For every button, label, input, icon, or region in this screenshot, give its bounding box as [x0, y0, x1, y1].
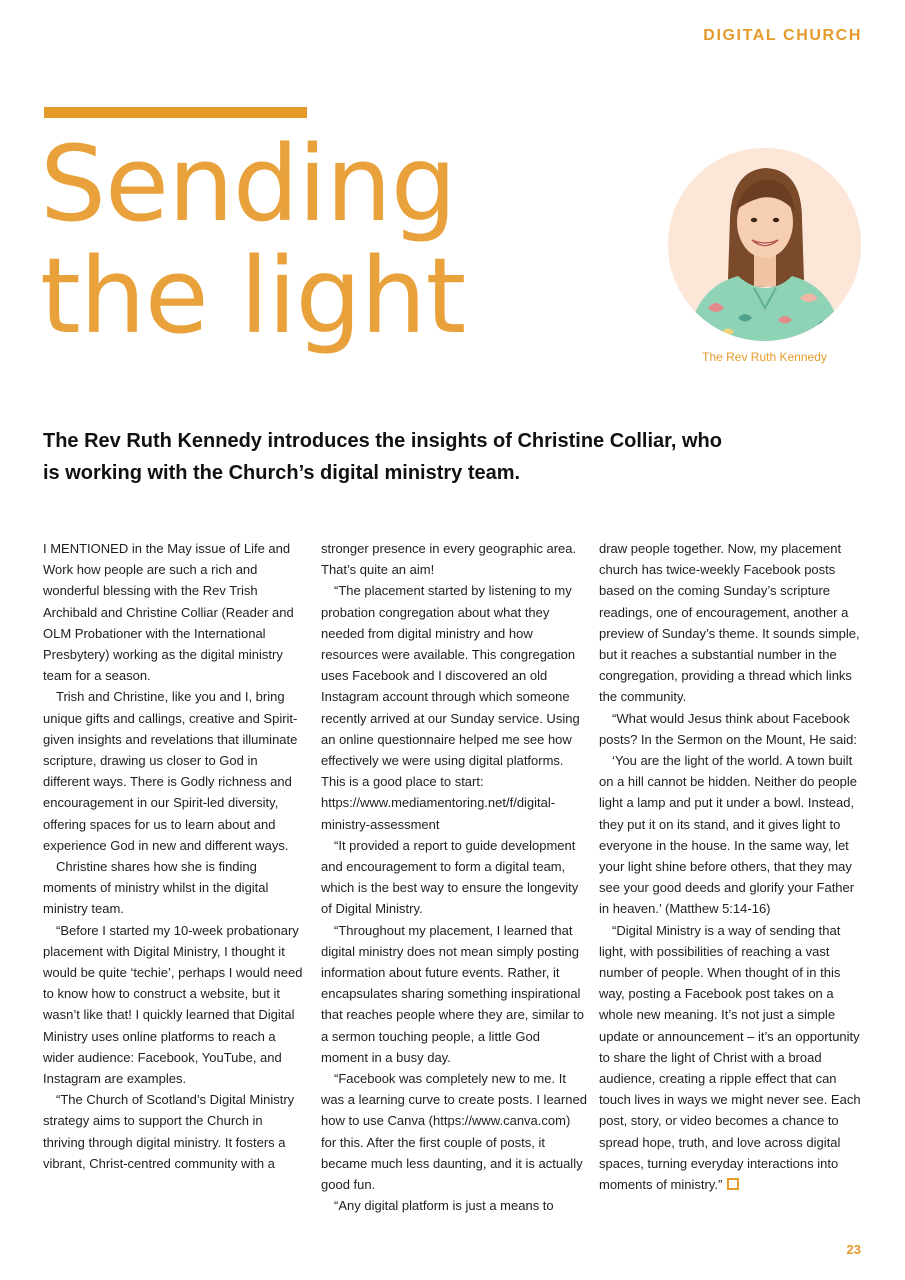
paragraph: “Facebook was completely new to me. It was a learning curve to create posts. I learned how to use Canva (https://www.canva.com) for this. After the first couple of posts, it became much less daunting, and it is actually good fun.: [321, 1071, 587, 1193]
end-of-article-icon: [727, 1178, 739, 1190]
last-paragraph: [599, 920, 863, 1196]
paragraph: “Throughout my placement, I learned that digital ministry does not mean simply posting information about future events. Rather, it encapsulates sharing something inspirational that reaches people where they are, similar to a sermon touching people, a little God moment in a busy day.: [321, 922, 585, 1065]
paragraph-text: “Digital Ministry is a way of sending that light, with possibilities of reaching a vast number of people. When thought of in this way, posting a Facebook post takes on a whole new meaning. It’s not just a simple update or announcement – it’s an opportunity to share the light of Christ with a broad audience, creating a ripple effect that can touch lives in ways we might never see. Each post, story, or video becomes a chance to spread hope, truth, and love across digital spaces, turning everyday interactions into moments of ministry.”: [599, 922, 861, 1193]
paragraph: “The Church of Scotland’s Digital Ministry strategy aims to support the Church in thriving through digital ministry. It fosters a vibrant, Christ-centred community with a: [43, 1092, 295, 1171]
author-portrait: [668, 148, 861, 341]
paragraph: “It provided a report to guide development and encouragement to form a digital team, which is the best way to ensure the longevity of Digital Ministry.: [321, 837, 579, 917]
paragraph: Christine shares how she is finding moments of ministry whilst in the digital ministry team.: [43, 859, 269, 917]
section-label: DIGITAL CHURCH: [703, 27, 862, 44]
paragraph: “Any digital platform is just a means to: [334, 1198, 554, 1214]
accent-bar: [44, 107, 307, 118]
paragraph: “Before I started my 10-week probationary placement with Digital Ministry, I thought it would be quite ‘techie’, perhaps I would need to know how to construct a website, but it wasn’t like that! I quickly learned that Digital Ministry uses online platforms to reach a wider audience: Facebook, YouTube, and Instagram are examples.: [43, 922, 303, 1087]
portrait-illustration: [668, 148, 861, 341]
article-title: [40, 123, 466, 357]
paragraph: draw people together. Now, my placement church has twice-weekly Facebook posts based on the coming Sunday’s scripture readings, one of encouragement, another a preview of Sunday’s theme. It sounds simple, but it reaches a substantial number in the congregation, providing a thread which links the community.: [599, 541, 860, 705]
title-line-2: the light: [40, 235, 466, 357]
title-line-1: Sending: [40, 123, 456, 245]
photo-caption: The Rev Ruth Kennedy: [702, 350, 827, 364]
paragraph: “What would Jesus think about Facebook posts? In the Sermon on the Mount, He said:: [599, 710, 857, 747]
article-column-1: [43, 538, 305, 1174]
standfirst: The Rev Ruth Kennedy introduces the insights of Christine Colliar, who is working with the Church’s digital ministry team.: [43, 430, 722, 484]
article-column-2: [321, 538, 587, 1217]
paragraph: I MENTIONED in the May issue of Life and Work how people are such a rich and wonderful blessing with the Rev Trish Archibald and Christine Colliar (Reader and OLM Probationer with the International Presbytery) working as the digital ministry team for a season.: [43, 541, 294, 684]
page-number: 23: [846, 1242, 861, 1257]
paragraph: ‘You are the light of the world. A town built on a hill cannot be hidden. Neither do people light a lamp and put it under a bowl. Instead, they put it on its stand, and it gives light to everyone in the house. In the same way, let your light shine before others, that they may see your good deeds and glorify your Father in heaven.’ (Matthew 5:14-16): [599, 753, 858, 917]
paragraph: stronger presence in every geographic area. That’s quite an aim!: [321, 541, 577, 578]
article-column-3: [599, 538, 863, 1195]
paragraph: Trish and Christine, like you and I, bring unique gifts and callings, creative and Spirit-given insights and revelations that illuminate scripture, drawing us closer to God in different ways. There is Godly richness and encouragement in our Spirit-led diversity, offering spaces for us to learn about and experience God in new and different ways.: [43, 689, 298, 853]
paragraph: “The placement started by listening to my probation congregation about what they needed from digital ministry and how resources were available. This congregation uses Facebook and I discovered an old Instagram account through which someone recently arrived at our Sunday service. Using an online questionnaire helped me see how effectively we were using digital platforms. This is a good place to start: https://www.mediamentoring.net/f/digital-ministry-assessment: [321, 583, 580, 832]
